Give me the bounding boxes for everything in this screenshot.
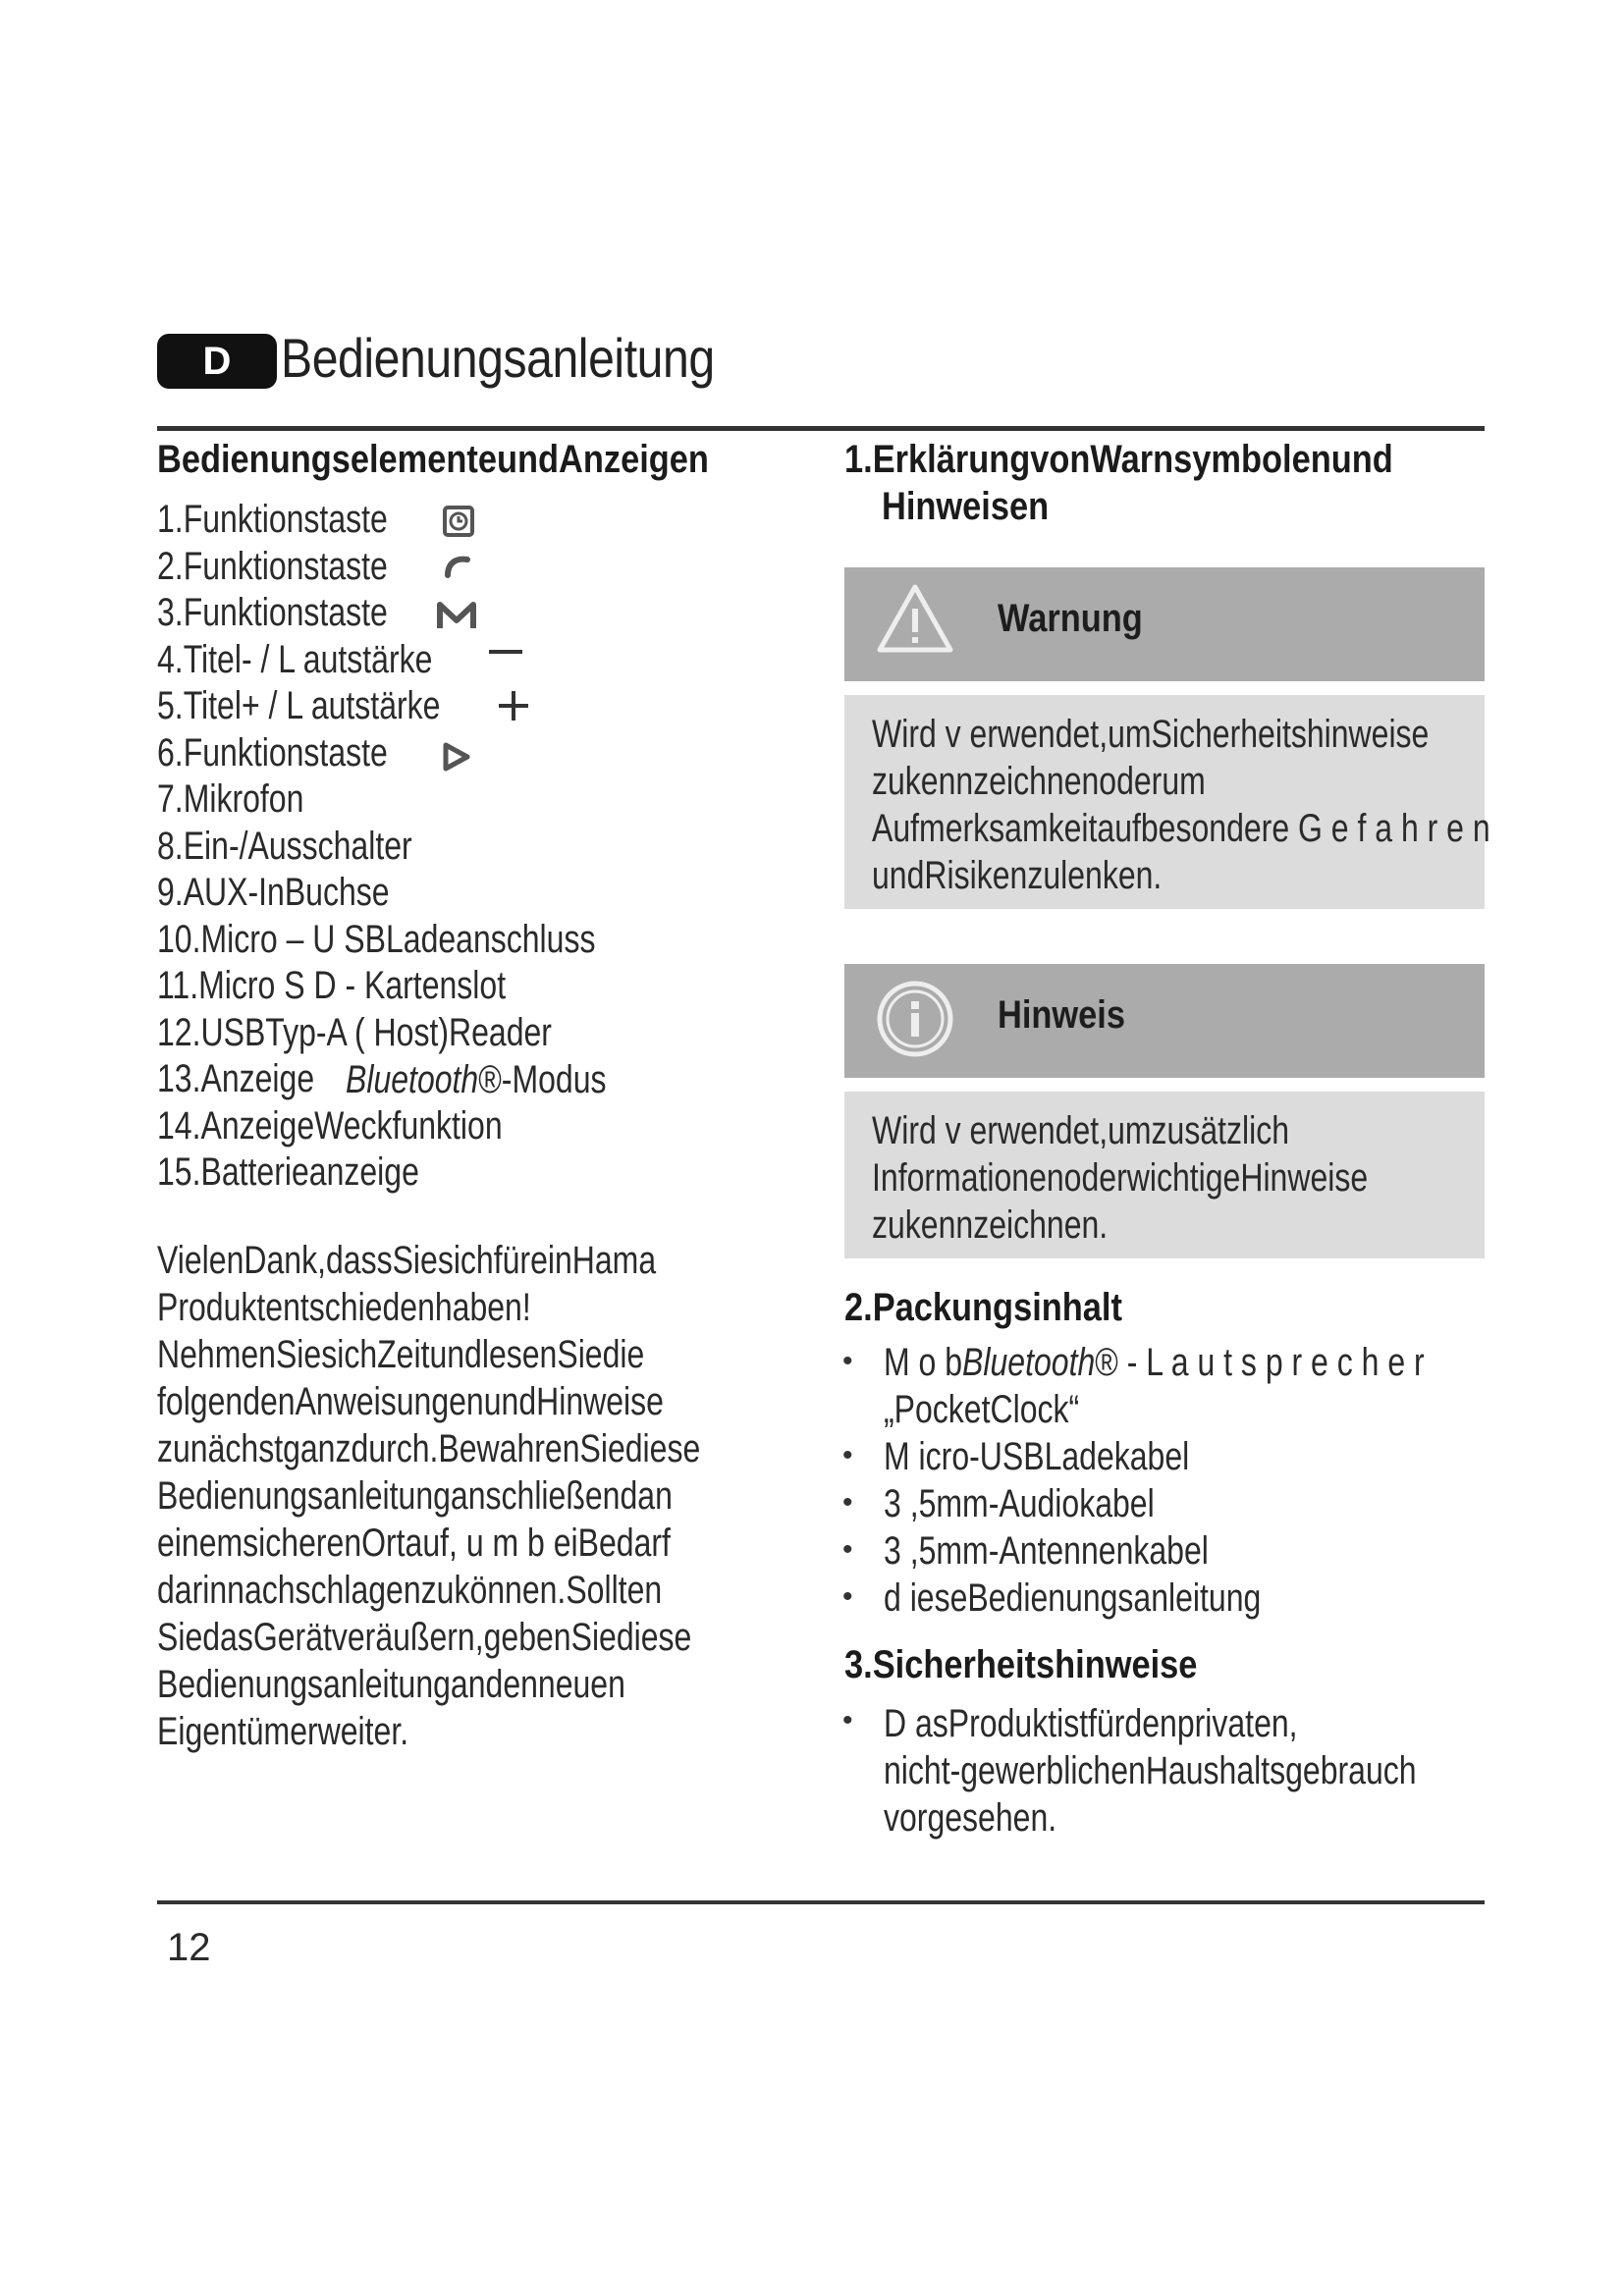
warning-triangle-icon	[874, 581, 956, 656]
hint-body: Wird v erwendet,umzusätzlich InformationenoderwichtigeHinweise zukennzeichnen.	[844, 1092, 1485, 1258]
hint-title: Hinweis	[998, 993, 1125, 1037]
warning-header	[844, 567, 1485, 681]
list-item: 4.Titel- / L autstärke	[157, 637, 433, 681]
bluetooth-mode-label: Bluetooth®-Modus	[346, 1058, 607, 1101]
hint-header	[844, 964, 1485, 1078]
plus-icon	[497, 689, 530, 722]
language-badge: D	[157, 334, 277, 389]
list-item: 9.AUX-InBuchse	[157, 871, 390, 915]
package-item: 3 ,5mm-Antennenkabel	[884, 1529, 1209, 1573]
section1-heading: 1.ErklärungvonWarnsymbolenund	[844, 438, 1393, 481]
package-item-speaker: M o bBluetooth® - L a u t s p r e c h e r	[884, 1341, 1425, 1384]
bullet: •	[842, 1439, 853, 1471]
list-item: 1.Funktionstaste	[157, 498, 388, 542]
phone-handset-icon	[440, 552, 475, 587]
play-pause-icon	[440, 740, 473, 774]
bullet: •	[842, 1345, 853, 1377]
page-number: 12	[167, 1926, 211, 1969]
document-title: Bedienungsanleitung	[281, 327, 715, 389]
bullet: •	[842, 1704, 853, 1736]
list-item: 3.Funktionstaste	[157, 591, 388, 635]
list-item: 12.USBTyp-A ( Host)Reader	[157, 1010, 552, 1054]
section1-heading-cont: Hinweisen	[882, 485, 1050, 528]
list-item: 15.Batterieanzeige	[157, 1150, 419, 1195]
footer-rule	[157, 1900, 1485, 1904]
info-circle-icon	[874, 978, 956, 1060]
header-rule	[157, 426, 1485, 431]
package-item: M icro-USBLadekabel	[884, 1435, 1190, 1478]
package-item: 3 ,5mm-Audiokabel	[884, 1482, 1155, 1525]
safety-item: D asProduktistfürdenprivaten, nicht-gewerblichenHaushaltsgebrauch vorgesehen.	[884, 1702, 1417, 1840]
warning-title: Warnung	[998, 597, 1143, 640]
bullet: •	[842, 1533, 853, 1566]
list-item: 13.Anzeige	[157, 1057, 315, 1101]
list-item: 2.Funktionstaste	[157, 544, 388, 588]
list-item: 6.Funktionstaste	[157, 730, 388, 774]
mode-m-icon	[436, 599, 477, 632]
bullet: •	[842, 1486, 853, 1519]
list-item: 14.AnzeigeWeckfunktion	[157, 1103, 503, 1148]
package-item-speaker-name: „PocketClock“	[884, 1388, 1080, 1431]
list-item: 11.Micro S D - Kartenslot	[157, 964, 507, 1008]
list-item: 8.Ein-/Ausschalter	[157, 824, 412, 868]
section3-heading: 3.Sicherheitshinweise	[844, 1643, 1198, 1686]
minus-icon	[487, 642, 524, 662]
section2-heading: 2.Packungsinhalt	[844, 1286, 1122, 1329]
package-item: d ieseBedienungsanleitung	[884, 1576, 1262, 1620]
warning-body: Wird v erwendet,umSicherheitshinweise zukennzeichnenoderum Aufmerksamkeitaufbesondere G e f a h r e n undRisikenzulenken.	[844, 695, 1485, 909]
list-item: 10.Micro – U SBLadeanschluss	[157, 917, 596, 961]
bullet: •	[842, 1580, 853, 1613]
alarm-clock-icon	[440, 503, 477, 540]
controls-heading: BedienungselementeundAnzeigen	[157, 438, 709, 481]
list-item: 5.Titel+ / L autstärke	[157, 684, 441, 728]
intro-paragraph: VielenDank,dassSiesichfüreinHama Produktentschiedenhaben! NehmenSiesichZeitundlesenSiedie folgendenAnweisungenundHinweise zunächstganzdurch.BewahrenSiediese Bedienungsanleitunganschließendan einemsicherenOrtauf, u m b eiBedarf darinnachschlagenzukönnen.Sollten SiedasGerätveräußern,gebenSiediese Bedienungsanleitungandenneuen Eigentümerweiter.	[157, 1239, 701, 1753]
list-item: 7.Mikrofon	[157, 777, 304, 822]
